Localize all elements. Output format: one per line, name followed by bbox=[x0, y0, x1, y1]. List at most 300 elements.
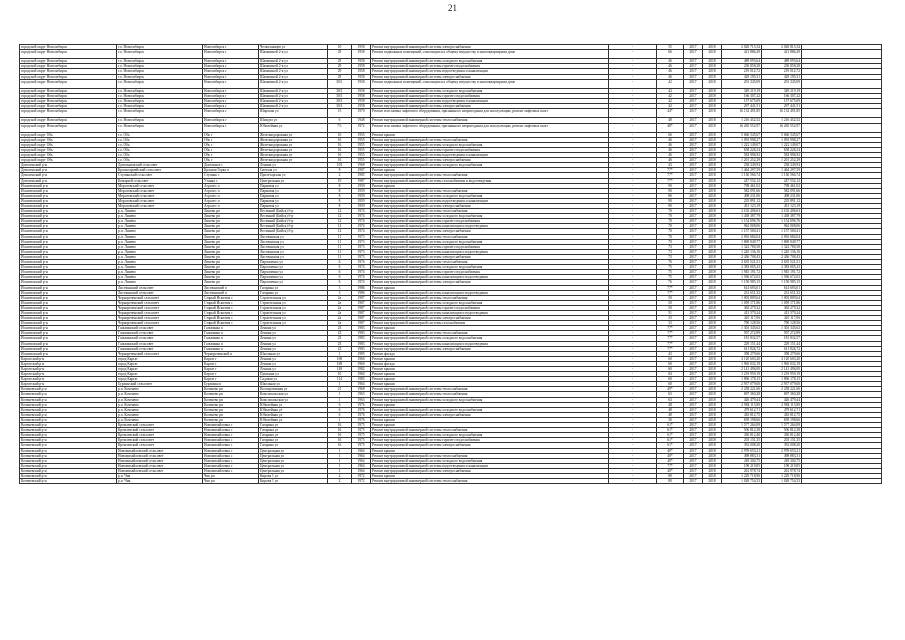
table-cell: Центральная ул bbox=[259, 178, 328, 183]
table-cell: 43 bbox=[657, 351, 684, 356]
table-cell: 436 812,40 bbox=[722, 433, 762, 438]
table-cell: Ремонт внутридомовой инженерной системы водоотведения и канализации bbox=[371, 198, 609, 203]
table-cell: 2018 bbox=[703, 123, 722, 132]
table-cell: 2017 bbox=[684, 341, 703, 346]
table-cell: Ремонт внутридомовой инженерной системы канализации и водоотведения bbox=[371, 249, 609, 254]
table-cell: Новомихайловка с bbox=[203, 423, 259, 428]
table-cell: 1 965 032,19 bbox=[722, 361, 762, 366]
table-cell: 2017 bbox=[684, 326, 703, 331]
table-cell: 1 322 780,58 bbox=[762, 244, 802, 249]
table-cell: - bbox=[609, 438, 657, 443]
table-cell: Шамшиной 2-я ул bbox=[259, 69, 328, 74]
table-cell: город Каргат bbox=[117, 377, 203, 382]
table-cell: 61* bbox=[657, 443, 684, 448]
table-cell: 16 bbox=[328, 147, 352, 152]
table-cell: 2018 bbox=[703, 438, 722, 443]
table-cell: 2018 bbox=[703, 433, 722, 438]
table-cell: 61* bbox=[657, 428, 684, 433]
table-cell: 203 151,35 bbox=[722, 438, 762, 443]
table-cell: 1985 bbox=[352, 351, 371, 356]
table-row bbox=[20, 346, 882, 351]
table-cell: Новомихайловка с bbox=[203, 458, 259, 463]
table-cell: 597 272,89 bbox=[762, 331, 802, 336]
table-cell: Весенний (Бийск) б-р bbox=[259, 209, 328, 214]
table-cell: городской округ Новосибирск bbox=[20, 79, 117, 88]
table-cell: Искитимский р-н bbox=[20, 229, 117, 234]
table-cell: - bbox=[609, 346, 657, 351]
table-cell: Ремонт внутридомовой инженерной системы теплоснабжения bbox=[371, 479, 609, 484]
table-cell: 2017 bbox=[684, 209, 703, 214]
table-cell: 77* bbox=[657, 173, 684, 178]
table-cell: 2017 bbox=[684, 118, 703, 123]
table-cell: 2 141 496,00 bbox=[762, 367, 802, 372]
table-cell: 2017 bbox=[684, 438, 703, 443]
table-cell: - bbox=[609, 473, 657, 478]
table-cell: Ремонт крыши bbox=[371, 448, 609, 453]
table-cell: 2017 bbox=[684, 219, 703, 224]
table-cell: р.п. Линево bbox=[117, 239, 203, 244]
table-cell: Ремонт внутридомовой инженерной системы горячего водоснабжения bbox=[371, 305, 609, 310]
table-cell: Шамшиной 2-я ул bbox=[259, 79, 328, 88]
table-cell: р.п. Коченево bbox=[117, 397, 203, 402]
table-cell: - bbox=[609, 423, 657, 428]
table-cell: Искитимский р-н bbox=[20, 239, 117, 244]
table-cell: 229 151,44 bbox=[762, 341, 802, 346]
table-cell: Коченево рп bbox=[203, 392, 259, 397]
table-cell: 1974 bbox=[352, 214, 371, 219]
table-cell: Обь г bbox=[203, 153, 259, 158]
table-cell: Листвянский сельсовет bbox=[117, 285, 203, 290]
table-cell: городской округ Новосибирск bbox=[20, 50, 117, 59]
table-cell: 166 307,22 bbox=[762, 93, 802, 98]
table-cell: Искитимский р-н bbox=[20, 310, 117, 315]
table-row bbox=[20, 109, 882, 118]
table-cell: Новосибирск г bbox=[203, 79, 259, 88]
table-cell: 2017 bbox=[684, 433, 703, 438]
table-cell: Линево рп bbox=[203, 244, 259, 249]
table-cell: Искитимский р-н bbox=[20, 336, 117, 341]
table-cell: 962 008,06 bbox=[722, 224, 762, 229]
table-cell: 2 383 005,23 bbox=[762, 265, 802, 270]
table-cell: 1 896 178,15 bbox=[762, 377, 802, 382]
table-cell: Ремонт внутридомовой инженерной системы горячего водоснабжения bbox=[371, 270, 609, 275]
table-cell: 169 bbox=[328, 356, 352, 361]
table-cell: Искитимский р-н bbox=[20, 346, 117, 351]
table-cell: 1955 bbox=[352, 142, 371, 147]
table-cell: городской округ Новосибирск bbox=[20, 59, 117, 64]
table-cell: Искитимский р-н bbox=[20, 305, 117, 310]
table-cell: Каргат г bbox=[203, 377, 259, 382]
table-cell: 2017 bbox=[684, 448, 703, 453]
table-cell: Ремонт или замена лифтового оборудования, признанного непригодным для эксплуатации, ремонт лифтовых шахт bbox=[371, 109, 609, 118]
table-cell: 2018 bbox=[703, 178, 722, 183]
table-cell: Железнодорожная ул bbox=[259, 142, 328, 147]
table-cell: 1964 bbox=[352, 453, 371, 458]
table-cell: 29 bbox=[328, 69, 352, 74]
table-cell: 1 229 718,96 bbox=[762, 473, 802, 478]
table-cell: р.п. Линево bbox=[117, 254, 203, 259]
table-cell: 1 003 809,64 bbox=[722, 295, 762, 300]
table-cell: 2а bbox=[328, 321, 352, 326]
table-cell: 1 bbox=[328, 392, 352, 397]
table-cell: 2018 bbox=[703, 270, 722, 275]
table-cell: 42 bbox=[657, 104, 684, 109]
table-cell: 8 bbox=[328, 193, 352, 198]
table-cell: Кремлевский сельсовет bbox=[117, 428, 203, 433]
table-cell: 1976 bbox=[352, 412, 371, 417]
table-cell: - bbox=[609, 109, 657, 118]
table-cell: г.о. Обь bbox=[117, 142, 203, 147]
table-cell: 2018 bbox=[703, 382, 722, 387]
table-cell: 19 bbox=[328, 178, 352, 183]
table-cell: 16 bbox=[328, 428, 352, 433]
table-cell: г.о. Обь bbox=[117, 137, 203, 142]
table-cell: р.п. Коченево bbox=[117, 402, 203, 407]
table-cell: 73 bbox=[657, 249, 684, 254]
table-cell: 2017 bbox=[684, 397, 703, 402]
table-cell: г.о. Новосибирск bbox=[117, 123, 203, 132]
table-cell: - bbox=[609, 147, 657, 152]
table-cell: Железнодорожная ул bbox=[259, 132, 328, 137]
table-cell: 1955 bbox=[352, 137, 371, 142]
table-cell: 1959 bbox=[352, 198, 371, 203]
table-cell: 1 965 032,19 bbox=[762, 361, 802, 366]
table-cell: - bbox=[609, 224, 657, 229]
table-cell: Коченевский р-н bbox=[20, 428, 117, 433]
table-cell: 2018 bbox=[703, 109, 722, 118]
table-cell: 2017 bbox=[684, 104, 703, 109]
table-cell: Школьная ул bbox=[259, 351, 328, 356]
table-cell: Ремонт крыши bbox=[371, 377, 609, 382]
table-cell: городской округ Обь bbox=[20, 158, 117, 163]
table-cell: 1 245 136,16 bbox=[722, 249, 762, 254]
table-cell: Коченевский р-н bbox=[20, 387, 117, 392]
table-cell: 2 436 708,43 bbox=[762, 254, 802, 259]
table-cell: 2018 bbox=[703, 265, 722, 270]
table-cell: 1972 bbox=[352, 473, 371, 478]
table-cell: 1960 bbox=[352, 372, 371, 377]
table-cell: - bbox=[609, 361, 657, 366]
table-cell: городской округ Новосибирск bbox=[20, 118, 117, 123]
table-cell: 70 bbox=[657, 209, 684, 214]
table-cell: 2 092 684,04 bbox=[762, 234, 802, 239]
table-cell: Ремонт внутридомовой инженерной системы горячего водоснабжения bbox=[371, 219, 609, 224]
table-cell: 23 bbox=[328, 336, 352, 341]
table-cell: Коченево рп bbox=[203, 417, 259, 422]
table-row bbox=[20, 178, 882, 183]
table-cell: Юбилейная ул bbox=[259, 407, 328, 412]
table-cell: 2017 bbox=[684, 123, 703, 132]
table-cell: 1963 bbox=[352, 392, 371, 397]
table-cell: 15 bbox=[328, 109, 352, 118]
table-cell: р.п. Чик bbox=[117, 473, 203, 478]
table-cell: 3 635 521,51 bbox=[762, 260, 802, 265]
table-cell: 1985 bbox=[352, 173, 371, 178]
table-cell: 1964 bbox=[352, 468, 371, 473]
table-cell: 1 154 096,76 bbox=[762, 219, 802, 224]
table-cell: - bbox=[609, 69, 657, 74]
table-cell: 2018 bbox=[703, 346, 722, 351]
table-cell: 60 bbox=[657, 377, 684, 382]
table-cell: Весенний (Бийск) б-р bbox=[259, 214, 328, 219]
table-cell: - bbox=[609, 351, 657, 356]
table-cell: Парковая ул bbox=[259, 193, 328, 198]
table-cell: 2 bbox=[328, 473, 352, 478]
table-cell: 203 151,35 bbox=[762, 438, 802, 443]
table-cell: - bbox=[609, 275, 657, 280]
table-cell: Ремонт внутридомовой инженерной системы холодного водоснабжения bbox=[371, 433, 609, 438]
table-cell: 2018 bbox=[703, 402, 722, 407]
table-cell: Довольное с bbox=[203, 163, 259, 168]
table-cell: Ремонт внутридомовой инженерной системы теплоснабжения bbox=[371, 137, 609, 142]
table-cell: 2017 bbox=[684, 367, 703, 372]
table-cell: Пархоменко ул bbox=[259, 280, 328, 285]
table-cell: 238 349,94 bbox=[722, 163, 762, 168]
table-cell: Шамшиной 2-я ул bbox=[259, 50, 328, 59]
table-cell: 12 bbox=[328, 219, 352, 224]
table-cell: 2 984 115,80 bbox=[762, 402, 802, 407]
table-cell: Ремонт внутридомовой инженерной системы канализации и водоотведения bbox=[371, 224, 609, 229]
table-cell: 1973 bbox=[352, 244, 371, 249]
table-cell: 1983 bbox=[352, 346, 371, 351]
table-cell: 1 566 672,02 bbox=[762, 275, 802, 280]
table-cell bbox=[802, 123, 882, 132]
table-cell: 2018 bbox=[703, 295, 722, 300]
table-row bbox=[20, 321, 882, 326]
table-row bbox=[20, 79, 882, 88]
table-cell: Чернореченский сельсовет bbox=[117, 300, 203, 305]
table-cell: 1973 bbox=[352, 249, 371, 254]
table-cell: Искитимский р-н bbox=[20, 316, 117, 321]
table-cell: 297 441,51 bbox=[722, 104, 762, 109]
table-cell: Парковая ул bbox=[259, 204, 328, 209]
table-cell: Новосибирск г bbox=[203, 45, 259, 50]
table-cell: 149 bbox=[328, 367, 352, 372]
table-cell: 2018 bbox=[703, 448, 722, 453]
table-cell: - bbox=[609, 305, 657, 310]
table-cell: 181 832,57 bbox=[722, 336, 762, 341]
table-cell: 2018 bbox=[703, 479, 722, 484]
table-cell: 962 008,06 bbox=[762, 224, 802, 229]
table-cell: 261 978,74 bbox=[722, 468, 762, 473]
table-cell: Комарьей сельсовет bbox=[117, 178, 203, 183]
table-cell: 30 bbox=[657, 417, 684, 422]
table-cell: г.о. Новосибирск bbox=[117, 45, 203, 50]
table-cell: Новомихайловский сельсовет bbox=[117, 463, 203, 468]
table-cell: 506 812,38 bbox=[722, 428, 762, 433]
table-cell: Чик рп bbox=[203, 479, 259, 484]
table-cell: Листвянская ул bbox=[259, 234, 328, 239]
table-cell: Строительная ул bbox=[259, 321, 328, 326]
table-cell: Новосибирск г bbox=[203, 104, 259, 109]
table-cell: 2018 bbox=[703, 310, 722, 315]
table-cell: - bbox=[609, 173, 657, 178]
table-cell: Каргат г bbox=[203, 356, 259, 361]
table-cell: Доволенский р-н bbox=[20, 178, 117, 183]
table-cell: Обь г bbox=[203, 158, 259, 163]
table-cell: 2017 bbox=[684, 132, 703, 137]
table-cell: 2017 bbox=[684, 275, 703, 280]
table-cell: - bbox=[609, 382, 657, 387]
table-cell: - bbox=[609, 341, 657, 346]
table-cell: 40* bbox=[657, 453, 684, 458]
table-cell: Коченевский р-н bbox=[20, 458, 117, 463]
table-cell: Искитимский р-н bbox=[20, 219, 117, 224]
table-cell: 489 093,64 bbox=[722, 59, 762, 64]
table-cell: Ремонт внутридомовой инженерной системы холодного водоснабжения bbox=[371, 88, 609, 93]
table-cell: Искитимский р-н bbox=[20, 300, 117, 305]
table-cell: 1964 bbox=[352, 458, 371, 463]
table-cell: 1974 bbox=[352, 280, 371, 285]
table-cell: р.п. Линево bbox=[117, 249, 203, 254]
table-cell: Пархоменко ул bbox=[259, 265, 328, 270]
table-cell: 42 bbox=[657, 79, 684, 88]
table-cell: 230 858,28 bbox=[762, 64, 802, 69]
table-cell: 2018 bbox=[703, 132, 722, 137]
table-row bbox=[20, 188, 882, 193]
table-cell: Пархоменко ул bbox=[259, 260, 328, 265]
table-cell: 1 869 049,77 bbox=[722, 239, 762, 244]
table-cell: г.о. Обь bbox=[117, 158, 203, 163]
table-cell: 498 231,06 bbox=[762, 193, 802, 198]
table-cell: 392 008,20 bbox=[722, 443, 762, 448]
table-cell: Доволенский р-н bbox=[20, 173, 117, 178]
table-cell: Старый Искитим с bbox=[203, 316, 259, 321]
table-cell: Центральная ул bbox=[259, 458, 328, 463]
table-cell: 2018 bbox=[703, 163, 722, 168]
table-cell: Коченевский р-н bbox=[20, 479, 117, 484]
table-cell: 8 bbox=[328, 204, 352, 209]
table-cell: - bbox=[609, 265, 657, 270]
table-cell: 16 bbox=[328, 423, 352, 428]
table-cell: 1 130 566,74 bbox=[762, 173, 802, 178]
table-cell: Ремонт или замена лифтового оборудования, признанного непригодным для эксплуатации, ремонт лифтовых шахт bbox=[371, 123, 609, 132]
table-cell: 1987 bbox=[352, 178, 371, 183]
table-cell: 479 612,71 bbox=[762, 407, 802, 412]
table-cell: Линево рп bbox=[203, 280, 259, 285]
table-cell: 42 bbox=[657, 99, 684, 104]
table-cell: г.о. Новосибирск bbox=[117, 79, 203, 88]
table-cell: 2018 bbox=[703, 407, 722, 412]
table-cell: 1964 bbox=[352, 463, 371, 468]
table-cell: 2017 bbox=[684, 147, 703, 152]
table-cell: Ступино с bbox=[203, 173, 259, 178]
table-cell: 114 bbox=[328, 377, 352, 382]
table-cell: Листвянская ул bbox=[259, 254, 328, 259]
table-cell: 2017 bbox=[684, 295, 703, 300]
table-cell: Искитимский р-н bbox=[20, 193, 117, 198]
table-cell: Искитимский р-н bbox=[20, 260, 117, 265]
table-cell: Весенний (Бийск) б-р bbox=[259, 229, 328, 234]
table-cell: 2018 bbox=[703, 147, 722, 152]
table-cell: 2017 bbox=[684, 473, 703, 478]
table-cell: 413 579,24 bbox=[722, 310, 762, 315]
table-cell: 2017 bbox=[684, 158, 703, 163]
table-cell: 46 bbox=[657, 147, 684, 152]
table-cell: 70 bbox=[657, 214, 684, 219]
table-cell: 2017 bbox=[684, 407, 703, 412]
table-cell: Новомихайловский сельсовет bbox=[117, 453, 203, 458]
table-cell: 46 bbox=[657, 64, 684, 69]
table-cell: 2018 bbox=[703, 387, 722, 392]
table-row bbox=[20, 433, 882, 438]
table-cell: - bbox=[609, 290, 657, 295]
table-cell: 48 bbox=[657, 407, 684, 412]
table-cell: Утянка с bbox=[203, 178, 259, 183]
table-cell: 66 bbox=[657, 132, 684, 137]
table-cell: 16 132 491,85 bbox=[722, 109, 762, 118]
table-row bbox=[20, 163, 882, 168]
table-cell: Ленина ул bbox=[259, 361, 328, 366]
table-cell: 6 bbox=[328, 270, 352, 275]
table-cell: 75 bbox=[657, 265, 684, 270]
table-cell: 1 322 780,58 bbox=[722, 244, 762, 249]
table-row bbox=[20, 479, 882, 484]
table-cell: городской округ Новосибирск bbox=[20, 88, 117, 93]
table-cell: Ремонт крыши bbox=[371, 372, 609, 377]
table-cell: Листвянский п bbox=[203, 285, 259, 290]
table-cell: Старый Искитим с bbox=[203, 295, 259, 300]
table-cell: 23 bbox=[328, 326, 352, 331]
table-cell: 1 bbox=[328, 463, 352, 468]
table-cell: 2017 bbox=[684, 204, 703, 209]
table-cell: 2017 bbox=[684, 88, 703, 93]
table-cell: 6 bbox=[328, 407, 352, 412]
table-cell: 1959 bbox=[352, 183, 371, 188]
table-cell: Кооперативная ул bbox=[259, 387, 328, 392]
table-cell: город Каргат bbox=[117, 361, 203, 366]
table-cell: 90 bbox=[657, 183, 684, 188]
table-cell: 1987 bbox=[352, 305, 371, 310]
table-cell: Парковая ул bbox=[259, 188, 328, 193]
table-cell: 2017 bbox=[684, 443, 703, 448]
table-row bbox=[20, 173, 882, 178]
table-cell: - bbox=[609, 239, 657, 244]
table-cell: 1 945 191,72 bbox=[762, 270, 802, 275]
table-cell: - bbox=[609, 443, 657, 448]
table-cell: Новосибирск г bbox=[203, 64, 259, 69]
table-cell: Листвянский п bbox=[203, 290, 259, 295]
table-cell: Гагарина ул bbox=[259, 438, 328, 443]
table-cell: 2018 bbox=[703, 204, 722, 209]
table-cell: Ремонт внутридомовой инженерной системы электроснабжения bbox=[371, 468, 609, 473]
table-cell: 2 258 221,60 bbox=[722, 387, 762, 392]
table-cell: 2018 bbox=[703, 214, 722, 219]
table-cell: Чернореченский сельсовет bbox=[117, 321, 203, 326]
table-cell: 1 059 171,86 bbox=[722, 300, 762, 305]
table-cell: Ремонт внутридомовой инженерной системы электроснабжения bbox=[371, 74, 609, 79]
table-cell: 2018 bbox=[703, 392, 722, 397]
table-cell: Линево рп bbox=[203, 234, 259, 239]
table-cell: 365 279,32 bbox=[762, 305, 802, 310]
table-cell: - bbox=[609, 158, 657, 163]
table-cell: р.п. Линево bbox=[117, 224, 203, 229]
table-cell: 1974 bbox=[352, 260, 371, 265]
table-cell: Искитимский р-н bbox=[20, 275, 117, 280]
table-cell: 103 bbox=[328, 163, 352, 168]
table-cell: Линево рп bbox=[203, 260, 259, 265]
table-cell: 2 020 815,34 bbox=[762, 45, 802, 50]
table-cell: 1987 bbox=[352, 316, 371, 321]
table-cell: 1 bbox=[328, 351, 352, 356]
table-cell: городской округ Новосибирск bbox=[20, 93, 117, 98]
table-cell: - bbox=[609, 50, 657, 59]
table-cell: 2017 bbox=[684, 463, 703, 468]
table-cell: город Каргат bbox=[117, 356, 203, 361]
table-cell: 2017 bbox=[684, 59, 703, 64]
table-cell: 50 bbox=[657, 295, 684, 300]
table-cell: 2017 bbox=[684, 417, 703, 422]
